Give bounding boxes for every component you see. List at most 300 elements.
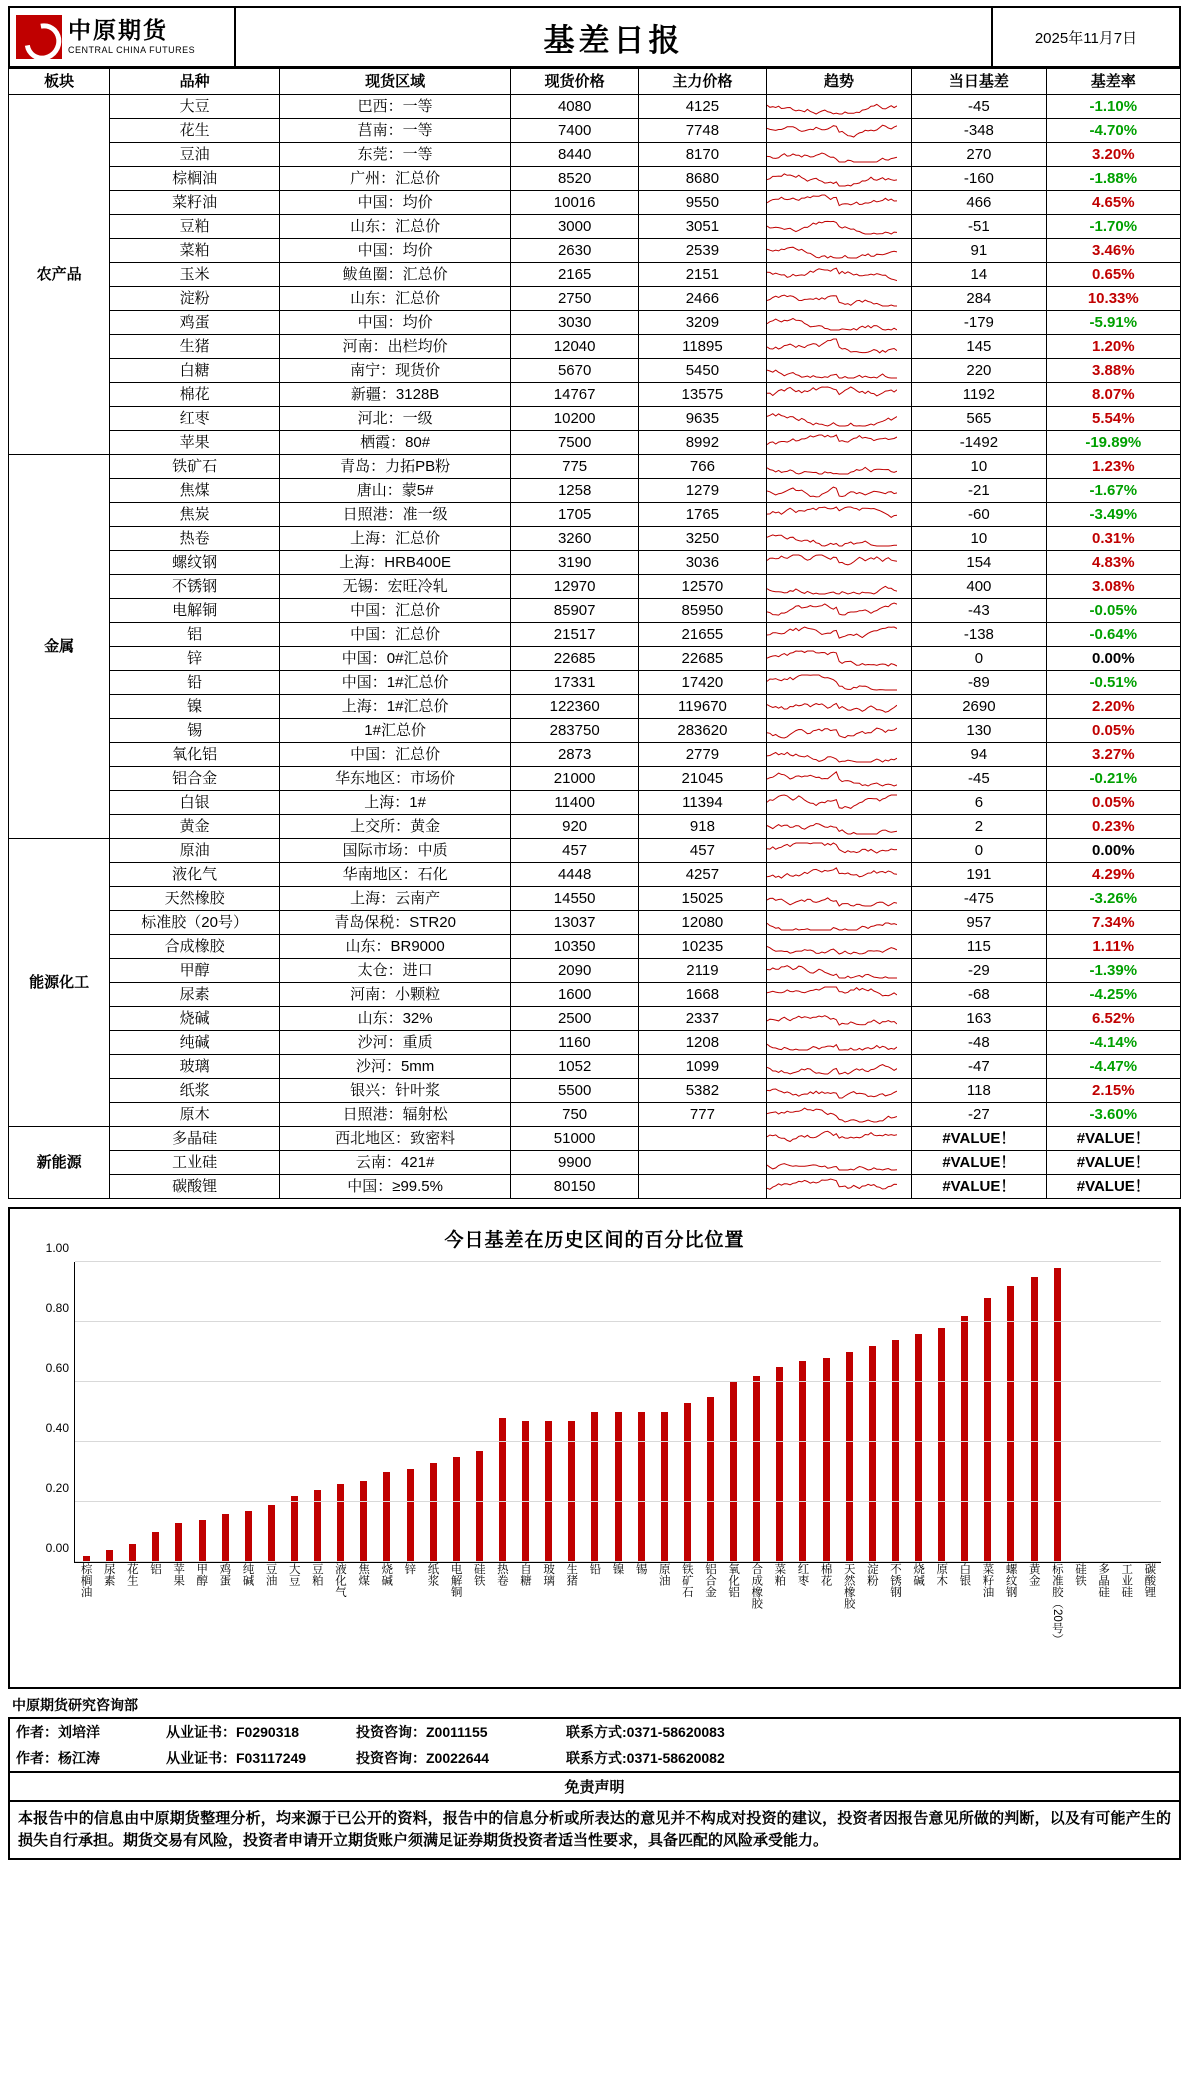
table-row	[9, 695, 1181, 719]
basis-cell: 14	[912, 263, 1046, 287]
chart-x-label: 焦煤	[357, 1563, 370, 1586]
region-cell: 太仓：进口	[279, 959, 510, 983]
basis-rate-cell: -3.26%	[1046, 887, 1180, 911]
basis-rate-cell: -4.70%	[1046, 119, 1180, 143]
chart-x-label: 淀粉	[865, 1563, 878, 1586]
region-cell: 鲅鱼圈：汇总价	[279, 263, 510, 287]
main-price-cell: 21655	[639, 623, 767, 647]
author-name-1: 刘培洋	[58, 1724, 100, 1740]
region-cell: 山东：汇总价	[279, 287, 510, 311]
chart-bar-wrap	[976, 1262, 999, 1562]
variety-cell: 碳酸锂	[110, 1175, 280, 1199]
region-cell: 无锡：宏旺冷轧	[279, 575, 510, 599]
chart-x-label: 烧碱	[380, 1563, 393, 1586]
percentile-chart	[8, 1207, 1181, 1689]
basis-cell: 10	[912, 455, 1046, 479]
author-label-1: 作者：	[16, 1724, 58, 1740]
col-variety: 品种	[110, 69, 280, 95]
consult-value-1: Z0011155	[426, 1724, 488, 1740]
region-cell: 河北：一级	[279, 407, 510, 431]
spot-price-cell: 1705	[511, 503, 639, 527]
variety-cell: 工业硅	[110, 1151, 280, 1175]
region-cell: 上海：HRB400E	[279, 551, 510, 575]
col-region: 现货区域	[279, 69, 510, 95]
basis-cell: -43	[912, 599, 1046, 623]
spot-price-cell: 17331	[511, 671, 639, 695]
variety-cell: 玻璃	[110, 1055, 280, 1079]
chart-bar	[383, 1472, 390, 1562]
variety-cell: 花生	[110, 119, 280, 143]
table-row	[9, 839, 1181, 863]
spot-price-cell: 2873	[511, 743, 639, 767]
chart-bar-wrap	[121, 1262, 144, 1562]
chart-bar-wrap	[953, 1262, 976, 1562]
basis-cell: -51	[912, 215, 1046, 239]
basis-rate-cell: 3.88%	[1046, 359, 1180, 383]
variety-cell: 不锈钢	[110, 575, 280, 599]
disclaimer-title: 免责声明	[8, 1771, 1181, 1802]
contact-2: 联系方式:0371-58620082	[566, 1750, 725, 1766]
main-price-cell: 13575	[639, 383, 767, 407]
basis-cell: #VALUE！	[912, 1127, 1046, 1151]
region-cell: 上交所：黄金	[279, 815, 510, 839]
chart-y-tick: 0.40	[45, 1421, 69, 1435]
chart-bar-wrap	[560, 1262, 583, 1562]
chart-bar	[753, 1376, 760, 1562]
col-basis-rate: 基差率	[1046, 69, 1180, 95]
chart-bar-wrap	[422, 1262, 445, 1562]
main-price-cell: 8680	[639, 167, 767, 191]
table-row	[9, 719, 1181, 743]
trend-sparkline	[766, 599, 911, 623]
table-row	[9, 623, 1181, 647]
region-cell: 华东地区：市场价	[279, 767, 510, 791]
consult-label-1: 投资咨询：	[356, 1724, 426, 1740]
author-row	[10, 1745, 1179, 1771]
spot-price-cell: 1052	[511, 1055, 639, 1079]
basis-rate-cell: 2.20%	[1046, 695, 1180, 719]
chart-y-tick: 0.80	[45, 1301, 69, 1315]
basis-rate-cell: 4.65%	[1046, 191, 1180, 215]
chart-x-axis-labels	[74, 1563, 1161, 1683]
spot-price-cell: 750	[511, 1103, 639, 1127]
region-cell: 山东：汇总价	[279, 215, 510, 239]
variety-cell: 原木	[110, 1103, 280, 1127]
spot-price-cell: 457	[511, 839, 639, 863]
main-price-cell: 457	[639, 839, 767, 863]
variety-cell: 多晶硅	[110, 1127, 280, 1151]
spot-price-cell: 21517	[511, 623, 639, 647]
chart-bar	[268, 1505, 275, 1562]
disclaimer-text: 本报告中的信息由中原期货整理分析，均来源于已公开的资料，报告中的信息分析或所表达的意见并不构成对投资的建议，投资者因报告意见所做的判断，以及有可能产生的损失自行承担。期货交易有风险，投资者申请开立期货账户须满足证券期货投资者适当性要求，具备匹配的风险承受能力。	[8, 1802, 1181, 1860]
basis-rate-cell: -1.67%	[1046, 479, 1180, 503]
variety-cell: 螺纹钢	[110, 551, 280, 575]
chart-bar-wrap	[607, 1262, 630, 1562]
chart-bar-wrap	[306, 1262, 329, 1562]
brand-name-cn: 中原期货	[68, 17, 168, 44]
chart-bar-wrap	[1022, 1262, 1045, 1562]
spot-price-cell: 21000	[511, 767, 639, 791]
basis-rate-cell: -0.51%	[1046, 671, 1180, 695]
spot-price-cell: 5500	[511, 1079, 639, 1103]
table-row	[9, 671, 1181, 695]
basis-rate-cell: 0.05%	[1046, 719, 1180, 743]
chart-bar	[360, 1481, 367, 1562]
trend-sparkline	[766, 1151, 911, 1175]
table-row	[9, 1079, 1181, 1103]
chart-bar	[499, 1418, 506, 1562]
region-cell: 莒南：一等	[279, 119, 510, 143]
spot-price-cell: 7500	[511, 431, 639, 455]
cert-label-1: 从业证书：	[166, 1724, 236, 1740]
chart-bar	[823, 1358, 830, 1562]
variety-cell: 大豆	[110, 95, 280, 119]
basis-cell: 284	[912, 287, 1046, 311]
basis-rate-cell: 5.54%	[1046, 407, 1180, 431]
cert-label-2: 从业证书：	[166, 1750, 236, 1766]
basis-cell: -348	[912, 119, 1046, 143]
main-price-cell: 12570	[639, 575, 767, 599]
spot-price-cell: 122360	[511, 695, 639, 719]
basis-cell: 118	[912, 1079, 1046, 1103]
main-price-cell: 15025	[639, 887, 767, 911]
basis-rate-cell: 7.34%	[1046, 911, 1180, 935]
variety-cell: 玉米	[110, 263, 280, 287]
chart-bar-wrap	[1069, 1262, 1092, 1562]
chart-bar	[799, 1361, 806, 1562]
author-block	[8, 1717, 1181, 1771]
sector-cell: 金属	[9, 455, 110, 839]
spot-price-cell: 3260	[511, 527, 639, 551]
region-cell: 栖霞：80#	[279, 431, 510, 455]
main-price-cell: 1668	[639, 983, 767, 1007]
table-row	[9, 1175, 1181, 1199]
table-row	[9, 239, 1181, 263]
main-price-cell: 85950	[639, 599, 767, 623]
chart-x-label: 硅铁	[1073, 1563, 1086, 1586]
variety-cell: 电解铜	[110, 599, 280, 623]
main-price-cell: 5382	[639, 1079, 767, 1103]
trend-sparkline	[766, 623, 911, 647]
trend-sparkline	[766, 1103, 911, 1127]
trend-sparkline	[766, 551, 911, 575]
main-price-cell: 3209	[639, 311, 767, 335]
main-price-cell: 10235	[639, 935, 767, 959]
spot-price-cell: 2165	[511, 263, 639, 287]
chart-x-label: 电解铜	[449, 1563, 462, 1598]
variety-cell: 甲醇	[110, 959, 280, 983]
report-date: 2025年11月7日	[991, 8, 1179, 66]
table-row	[9, 191, 1181, 215]
region-cell: 东莞：一等	[279, 143, 510, 167]
basis-cell: 154	[912, 551, 1046, 575]
main-price-cell: 3051	[639, 215, 767, 239]
basis-cell: 145	[912, 335, 1046, 359]
cert-value-2: F03117249	[236, 1750, 307, 1766]
brand-name-en: CENTRAL CHINA FUTURES	[68, 44, 196, 55]
variety-cell: 豆粕	[110, 215, 280, 239]
author-row	[10, 1719, 1179, 1745]
region-cell: 银兴：针叶浆	[279, 1079, 510, 1103]
basis-cell: 94	[912, 743, 1046, 767]
table-row	[9, 1127, 1181, 1151]
table-row	[9, 95, 1181, 119]
basis-cell: 91	[912, 239, 1046, 263]
table-row	[9, 143, 1181, 167]
chart-x-label: 铝	[148, 1563, 161, 1575]
chart-bar	[915, 1334, 922, 1562]
region-cell: 国际市场：中质	[279, 839, 510, 863]
table-row	[9, 911, 1181, 935]
chart-x-label: 氧化铝	[727, 1563, 740, 1598]
region-cell: 南宁：现货价	[279, 359, 510, 383]
main-price-cell: 8992	[639, 431, 767, 455]
main-price-cell: 3250	[639, 527, 767, 551]
table-row	[9, 743, 1181, 767]
main-price-cell: 2151	[639, 263, 767, 287]
author-label-2: 作者：	[16, 1750, 58, 1766]
spot-price-cell: 3190	[511, 551, 639, 575]
chart-y-tick: 0.20	[45, 1481, 69, 1495]
chart-bar	[430, 1463, 437, 1562]
table-row	[9, 767, 1181, 791]
region-cell: 中国：均价	[279, 239, 510, 263]
basis-rate-cell: 1.23%	[1046, 455, 1180, 479]
basis-cell: -475	[912, 887, 1046, 911]
variety-cell: 热卷	[110, 527, 280, 551]
variety-cell: 纸浆	[110, 1079, 280, 1103]
spot-price-cell: 10350	[511, 935, 639, 959]
region-cell: 中国：≥99.5%	[279, 1175, 510, 1199]
chart-x-label: 纸浆	[426, 1563, 439, 1586]
variety-cell: 天然橡胶	[110, 887, 280, 911]
table-row	[9, 263, 1181, 287]
main-price-cell: 22685	[639, 647, 767, 671]
chart-bar-wrap	[491, 1262, 514, 1562]
consult-label-2: 投资咨询：	[356, 1750, 426, 1766]
trend-sparkline	[766, 119, 911, 143]
chart-bar-wrap	[260, 1262, 283, 1562]
col-spot-price: 现货价格	[511, 69, 639, 95]
chart-x-label: 自糖	[518, 1563, 531, 1586]
variety-cell: 苹果	[110, 431, 280, 455]
basis-rate-cell: -0.64%	[1046, 623, 1180, 647]
chart-bar-wrap	[375, 1262, 398, 1562]
table-row	[9, 335, 1181, 359]
chart-bar	[199, 1520, 206, 1562]
chart-bar-wrap	[1092, 1262, 1115, 1562]
chart-bar-wrap	[722, 1262, 745, 1562]
region-cell: 青岛：力拓PB粉	[279, 455, 510, 479]
chart-bar	[568, 1421, 575, 1562]
region-cell: 巴西：一等	[279, 95, 510, 119]
spot-price-cell: 2090	[511, 959, 639, 983]
page-title: 基差日报	[543, 22, 684, 59]
chart-bar	[407, 1469, 414, 1562]
region-cell: 河南：小颗粒	[279, 983, 510, 1007]
basis-cell: -179	[912, 311, 1046, 335]
main-price-cell: 766	[639, 455, 767, 479]
basis-cell: 270	[912, 143, 1046, 167]
spot-price-cell: 1258	[511, 479, 639, 503]
basis-rate-cell: 2.15%	[1046, 1079, 1180, 1103]
table-row	[9, 551, 1181, 575]
chart-bar	[1031, 1277, 1038, 1562]
main-price-cell: 1279	[639, 479, 767, 503]
chart-bar-wrap	[399, 1262, 422, 1562]
basis-rate-cell: 4.29%	[1046, 863, 1180, 887]
chart-gridline	[75, 1501, 1161, 1502]
trend-sparkline	[766, 1007, 911, 1031]
spot-price-cell: 4448	[511, 863, 639, 887]
trend-sparkline	[766, 695, 911, 719]
chart-bar	[776, 1367, 783, 1562]
main-price-cell	[639, 1127, 767, 1151]
variety-cell: 鸡蛋	[110, 311, 280, 335]
region-cell: 日照港：准一级	[279, 503, 510, 527]
region-cell: 新疆：3128B	[279, 383, 510, 407]
main-price-cell: 2539	[639, 239, 767, 263]
table-row	[9, 479, 1181, 503]
spot-price-cell: 2630	[511, 239, 639, 263]
author-name-2: 杨江涛	[58, 1750, 100, 1766]
main-price-cell	[639, 1151, 767, 1175]
main-price-cell: 3036	[639, 551, 767, 575]
trend-sparkline	[766, 215, 911, 239]
chart-bar-wrap	[75, 1262, 98, 1562]
variety-cell: 烧碱	[110, 1007, 280, 1031]
chart-x-label: 棉花	[819, 1563, 832, 1586]
chart-x-label: 工业硅	[1120, 1563, 1133, 1598]
chart-bar-wrap	[468, 1262, 491, 1562]
basis-cell: -89	[912, 671, 1046, 695]
chart-bar-wrap	[352, 1262, 375, 1562]
chart-bar-wrap	[583, 1262, 606, 1562]
chart-bar-wrap	[514, 1262, 537, 1562]
basis-rate-cell: 0.05%	[1046, 791, 1180, 815]
main-price-cell: 21045	[639, 767, 767, 791]
main-price-cell: 119670	[639, 695, 767, 719]
logo-mark-icon	[16, 15, 62, 59]
spot-price-cell: 10016	[511, 191, 639, 215]
trend-sparkline	[766, 839, 911, 863]
chart-bar	[615, 1412, 622, 1562]
basis-cell: -138	[912, 623, 1046, 647]
basis-rate-cell: 3.08%	[1046, 575, 1180, 599]
spot-price-cell: 80150	[511, 1175, 639, 1199]
chart-x-label: 锡	[634, 1563, 647, 1575]
basis-cell: -68	[912, 983, 1046, 1007]
table-row	[9, 407, 1181, 431]
basis-cell: -48	[912, 1031, 1046, 1055]
chart-x-label: 铁矿石	[680, 1563, 693, 1598]
trend-sparkline	[766, 671, 911, 695]
chart-bar	[152, 1532, 159, 1562]
chart-title: 今日基差在历史区间的百分比位置	[444, 1230, 745, 1251]
variety-cell: 铝合金	[110, 767, 280, 791]
chart-bar-wrap	[237, 1262, 260, 1562]
variety-cell: 淀粉	[110, 287, 280, 311]
spot-price-cell: 8520	[511, 167, 639, 191]
chart-bar	[707, 1397, 714, 1562]
table-row	[9, 527, 1181, 551]
main-price-cell: 918	[639, 815, 767, 839]
trend-sparkline	[766, 1031, 911, 1055]
basis-rate-cell: -1.88%	[1046, 167, 1180, 191]
chart-x-label: 多晶硅	[1097, 1563, 1110, 1598]
spot-price-cell: 14550	[511, 887, 639, 911]
variety-cell: 豆油	[110, 143, 280, 167]
region-cell: 中国：汇总价	[279, 623, 510, 647]
chart-x-label: 热卷	[495, 1563, 508, 1586]
basis-rate-cell: 0.31%	[1046, 527, 1180, 551]
chart-x-label: 大豆	[287, 1563, 300, 1586]
contact-1: 联系方式:0371-58620083	[566, 1724, 725, 1740]
chart-bar-wrap	[676, 1262, 699, 1562]
basis-table	[8, 68, 1181, 1199]
chart-y-tick: 1.00	[45, 1241, 69, 1255]
basis-cell: 466	[912, 191, 1046, 215]
variety-cell: 生猪	[110, 335, 280, 359]
chart-x-label: 苹果	[172, 1563, 185, 1586]
variety-cell: 棕榈油	[110, 167, 280, 191]
trend-sparkline	[766, 1127, 911, 1151]
table-row	[9, 791, 1181, 815]
chart-bar-wrap	[791, 1262, 814, 1562]
spot-price-cell: 4080	[511, 95, 639, 119]
basis-rate-cell: -1.39%	[1046, 959, 1180, 983]
table-row	[9, 1151, 1181, 1175]
region-cell: 河南：出栏均价	[279, 335, 510, 359]
region-cell: 广州：汇总价	[279, 167, 510, 191]
variety-cell: 标准胶（20号）	[110, 911, 280, 935]
chart-x-label: 豆粕	[310, 1563, 323, 1586]
basis-rate-cell: -1.70%	[1046, 215, 1180, 239]
table-header-row	[9, 69, 1181, 95]
chart-bar-wrap	[1046, 1262, 1069, 1562]
main-price-cell: 8170	[639, 143, 767, 167]
basis-rate-cell: -19.89%	[1046, 431, 1180, 455]
chart-bar-wrap	[930, 1262, 953, 1562]
chart-x-label: 不锈钢	[888, 1563, 901, 1598]
chart-bar-wrap	[653, 1262, 676, 1562]
region-cell: 上海：1#	[279, 791, 510, 815]
basis-rate-cell: 1.11%	[1046, 935, 1180, 959]
main-price-cell: 2119	[639, 959, 767, 983]
region-cell: 中国：汇总价	[279, 599, 510, 623]
chart-x-label: 花生	[125, 1563, 138, 1586]
chart-x-label: 镍	[611, 1563, 624, 1575]
basis-rate-cell: #VALUE！	[1046, 1151, 1180, 1175]
trend-sparkline	[766, 1175, 911, 1199]
spot-price-cell: 8440	[511, 143, 639, 167]
brand-logo	[10, 8, 236, 66]
trend-sparkline	[766, 263, 911, 287]
basis-rate-cell: -3.60%	[1046, 1103, 1180, 1127]
basis-cell: -45	[912, 767, 1046, 791]
basis-cell: -29	[912, 959, 1046, 983]
spot-price-cell: 11400	[511, 791, 639, 815]
chart-bar-wrap	[630, 1262, 653, 1562]
region-cell: 山东：BR9000	[279, 935, 510, 959]
spot-price-cell: 775	[511, 455, 639, 479]
chart-bar	[291, 1496, 298, 1562]
trend-sparkline	[766, 935, 911, 959]
spot-price-cell: 22685	[511, 647, 639, 671]
chart-bar-wrap	[214, 1262, 237, 1562]
main-price-cell: 777	[639, 1103, 767, 1127]
basis-rate-cell: 3.46%	[1046, 239, 1180, 263]
